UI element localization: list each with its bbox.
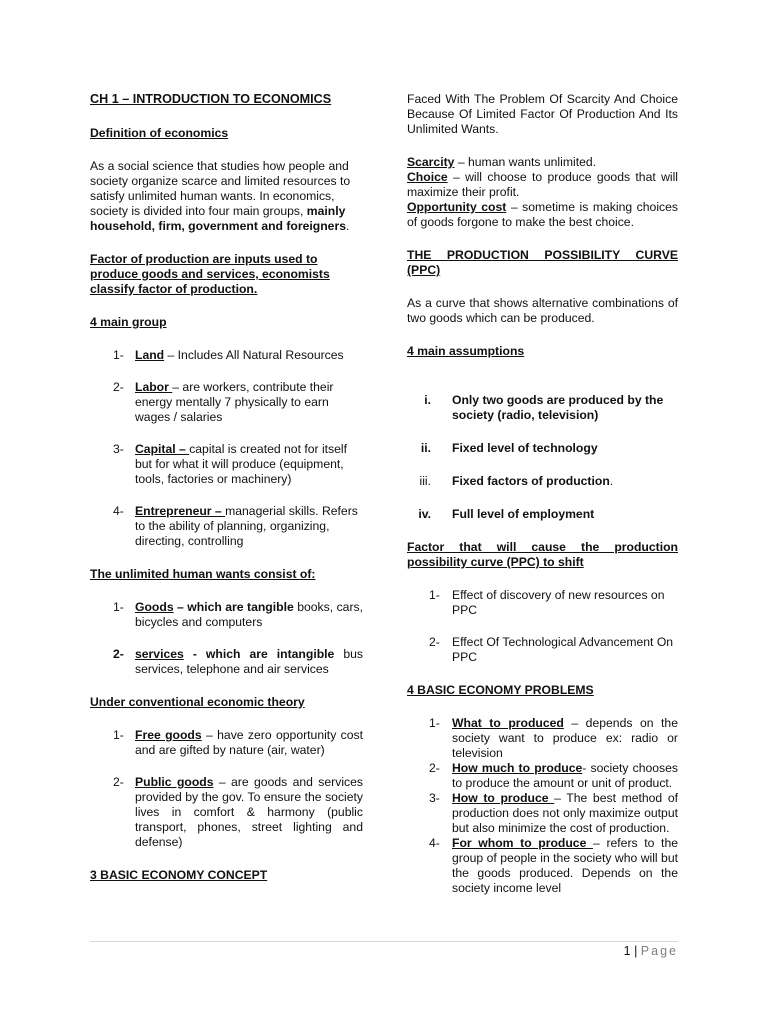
list-item [407,393,678,423]
page-separator: | [630,944,641,958]
factor-list [90,348,363,549]
conventional-heading: Under conventional economic theory [90,695,305,709]
assumption-text: Fixed level of technology [452,441,598,455]
wants-desc: bus services, telephone and air services [135,647,363,676]
choice-desc: – will choose to produce goods that will maximize their profit. [407,170,678,199]
list-number: 1- [113,600,124,614]
list-item [407,716,678,761]
definition-body: As a social science that studies how people and society organize scarce and limited resources to satisfy unlimited human wants. In economics, society is divided into four main groups, [90,159,351,218]
factor-desc: – are workers, contribute their energy mentally 7 physically to earn wages / salaries [135,380,334,424]
list-item [90,442,363,487]
assumptions-list [407,393,678,522]
factor-term: Entrepreneur – [135,504,226,518]
factor-desc: – Includes All Natural Resources [164,348,344,362]
list-item: iii. Fixed factors of production. [407,474,678,489]
ppc-text: As a curve that shows alternative combinations of two goods which can be produced. [407,296,678,325]
problem-term: How to produce [452,791,555,805]
roman-numeral: iii. [419,474,431,488]
list-number: 4- [113,504,124,518]
list-number: 2- [113,647,124,661]
problem-term: What to produced [452,716,564,730]
factor-term: Land [135,348,165,362]
problems-list [407,716,678,896]
choice-term: Choice [407,170,448,184]
wants-heading: The unlimited human wants consist of: [90,567,316,581]
shift-text: Effect Of Technological Advancement On PPC [452,635,674,664]
assumption-text: Only two goods are produced by the society (radio, television) [452,393,664,422]
list-number: 1- [113,728,124,742]
definition-end: . [345,219,350,233]
wants-desc: books, cars, bicycles and computers [135,600,363,629]
intro-text: Faced With The Problem Of Scarcity And Choice Because Of Limited Factor Of Production And Its Unlimited Wants. [407,92,678,136]
list-number: 2- [429,761,440,775]
shift-text: Effect of discovery of new resources on PPC [452,588,665,617]
goods-desc: – are goods and services provided by the gov. To ensure the society lives in comfort & harmony (public transport, phones, street lighting and defense) [135,775,363,849]
scarcity-line [407,155,678,170]
page-number: 1 [623,944,631,958]
list-item [407,635,678,665]
list-number: 2- [113,775,124,789]
shift-list [407,588,678,665]
list-number: 1- [429,716,440,730]
opportunity-line [407,200,678,230]
list-item [90,504,363,549]
list-number: 3- [429,791,440,805]
chapter-title: CH 1 – INTRODUCTION TO ECONOMICS [90,92,332,106]
list-item [90,380,363,425]
list-item [407,588,678,618]
factor-desc: managerial skills. Refers to the ability of planning, organizing, directing, controlling [135,504,358,548]
list-item [90,728,363,758]
factor-desc: capital is created not for itself but for what it will produce (equipment, tools, factories or machinery) [135,442,348,486]
list-item [90,348,363,363]
wants-term: services [135,647,184,661]
list-number: 2- [113,380,124,394]
concept-definitions [407,155,678,230]
list-item [407,761,678,791]
main-group-heading: 4 main group [90,315,167,329]
ppc-heading: THE PRODUCTION POSSIBILITY CURVE (PPC) [407,248,678,277]
wants-list [90,600,363,677]
list-item [407,441,678,456]
list-item [90,775,363,850]
problem-desc: – depends on the society want to produce ex: radio or television [452,716,678,760]
opportunity-desc: – sometime is making choices of goods forgone to make the best choice. [407,200,678,229]
list-number: 4- [429,836,440,850]
problem-desc: – refers to the group of people in the society who will but the goods produced. Depends on the society income level [452,836,678,895]
problems-heading: 4 BASIC ECONOMY PROBLEMS [407,683,594,697]
footer-divider [90,941,678,942]
factor-heading: Factor of production are inputs used to produce goods and services, economists classify factor of production. [90,252,330,296]
assumption-text: Fixed factors of production [452,474,610,488]
goods-term: Free goods [135,728,202,742]
roman-numeral: i. [424,393,431,407]
definition-text [90,159,363,234]
goods-term: Public goods [135,775,214,789]
list-number: 1- [113,348,124,362]
concept-heading: 3 BASIC ECONOMY CONCEPT [90,868,268,882]
list-number: 3- [113,442,124,456]
roman-numeral: ii. [420,441,431,455]
page-footer [624,944,678,959]
definition-groups: mainly household, firm, government and foreigners [90,204,346,233]
goods-desc: – have zero opportunity cost and are gifted by nature (air, water) [135,728,363,757]
right-column [407,92,678,896]
problem-term: For whom to produce [452,836,594,850]
scarcity-term: Scarcity [407,155,455,169]
list-item [407,791,678,836]
left-column [90,92,363,883]
list-item [407,836,678,896]
roman-numeral: iv. [418,507,431,521]
problem-desc: - society chooses to produce the amount or unit of product. [452,761,679,790]
list-item [90,600,363,630]
wants-term: Goods [135,600,174,614]
shift-heading: Factor that will cause the production possibility curve (PPC) to shift [407,540,678,569]
factor-term: Capital – [135,442,190,456]
assumption-text: Full level of employment [452,507,595,521]
scarcity-desc: – human wants unlimited. [454,155,597,169]
list-number: 2- [429,635,440,649]
page-label: Page [640,944,678,958]
opportunity-term: Opportunity cost [407,200,507,214]
list-number: 1- [429,588,440,602]
problem-term: How much to produce [452,761,583,775]
definition-heading: Definition of economics [90,126,229,140]
list-item [90,647,363,677]
problem-desc: – The best method of production does not only maximize output but also minimize the cost of production. [452,791,678,835]
list-item [407,507,678,522]
wants-type: – which are tangible [173,600,294,614]
choice-line [407,170,678,200]
factor-term: Labor [135,380,173,394]
wants-type: - which are intangible [183,647,335,661]
goods-list [90,728,363,850]
assumptions-heading: 4 main assumptions [407,344,525,358]
